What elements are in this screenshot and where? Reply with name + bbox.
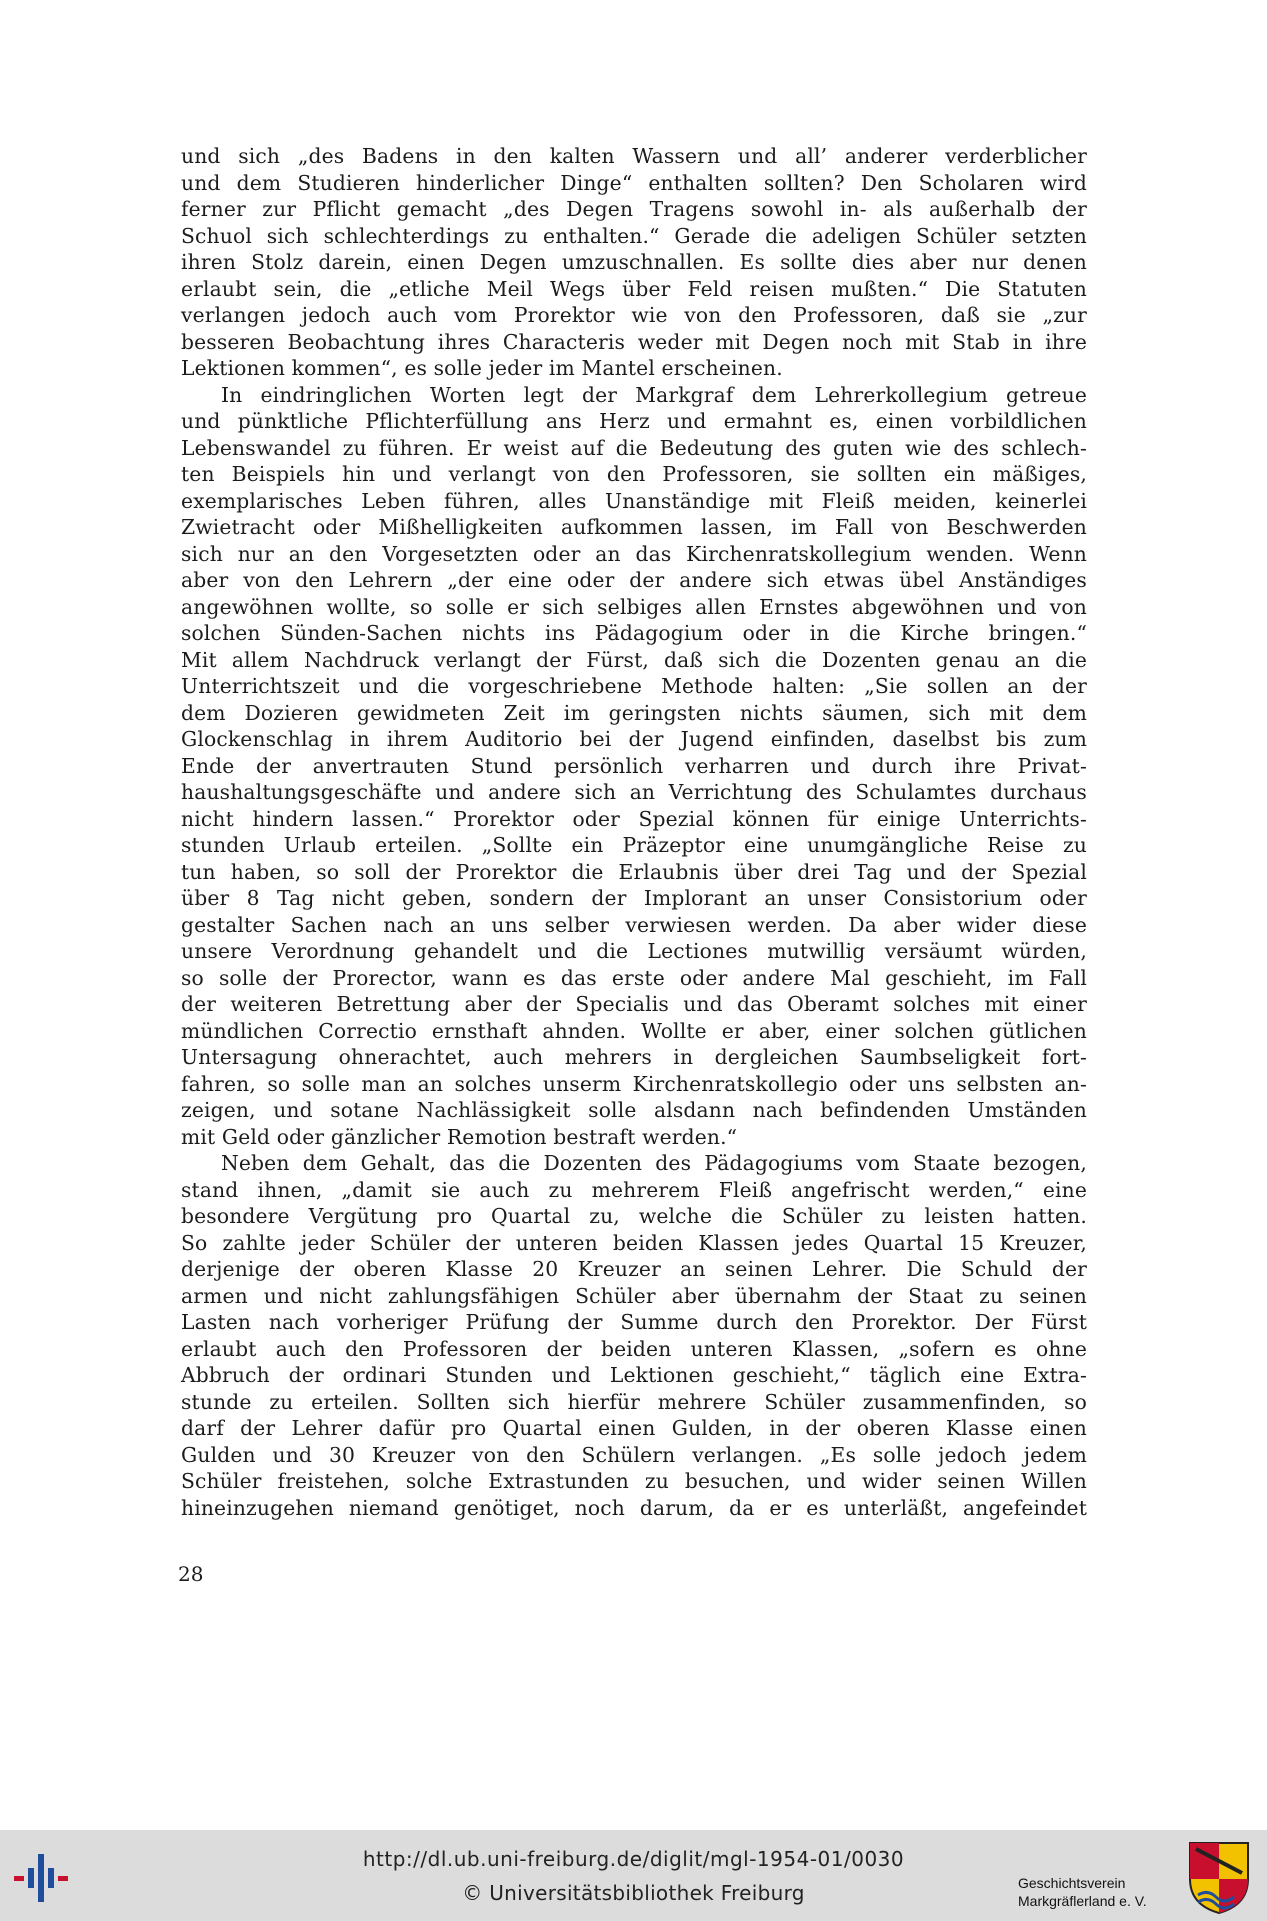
text-line: Zwietracht oder Mißhelligkeiten aufkommen lassen, im Fall von Beschwerden — [181, 515, 1087, 539]
text-line: Ende der anvertrauten Stund persönlich verharren und durch ihre Privat- — [181, 753, 1087, 778]
text-line: Unterrichtszeit und die vorgeschriebene Methode halten: „Sie sollen an der — [181, 674, 1087, 698]
text-line: so solle der Prorector, wann es das erste oder andere Mal geschieht, im Fall — [181, 965, 1087, 990]
society-name — [1018, 1874, 1188, 1910]
text-line: unsere Verordnung gehandelt und die Lectiones mutwillig versäumt würden, — [181, 939, 1087, 963]
text-line: erlaubt sein, die „etliche Meil Wegs über Feld reisen mußten.“ Die Statuten — [181, 276, 1087, 301]
text-line: Lebenswandel zu führen. Er weist auf die Bedeutung des guten wie des schlech- — [181, 435, 1087, 460]
text-line: aber von den Lehrern „der eine oder der andere sich etwas übel Anständiges — [181, 568, 1087, 592]
text-line: hineinzugehen niemand genötiget, noch darum, da er es unterläßt, angefeindet — [181, 1495, 1087, 1520]
text-line: besondere Vergütung pro Quartal zu, welche die Schüler zu leisten hatten. — [181, 1204, 1087, 1228]
text-line: gestalter Sachen nach an uns selber verwiesen werden. Da aber wider diese — [181, 912, 1087, 937]
footer-bar — [0, 1830, 1267, 1921]
text-line: zeigen, und sotane Nachlässigkeit solle alsdann nach befindenden Umständen — [181, 1098, 1087, 1122]
text-line: Glockenschlag in ihrem Auditorio bei der Jugend einfinden, daselbst bis zum — [181, 727, 1087, 751]
text-line: sich nur an den Vorgesetzten oder an das Kirchenratskollegium wenden. Wenn — [181, 541, 1087, 566]
text-line: Abbruch der ordinari Stunden und Lektionen geschieht,“ täglich eine Extra- — [181, 1363, 1087, 1387]
text-line: mit Geld oder gänzlicher Remotion bestraft werden.“ — [181, 1124, 738, 1149]
text-line: In eindringlichen Worten legt der Markgraf dem Lehrerkollegium getreue — [221, 382, 1087, 407]
text-line: der weiteren Betrettung aber der Specialis und das Oberamt solches mit einer — [181, 992, 1087, 1016]
text-line: Untersagung ohnerachtet, auch mehrers in dergleichen Saumbseligkeit fort- — [181, 1045, 1087, 1069]
text-line: und pünktliche Pflichterfüllung ans Herz und ermahnt es, einen vorbildlichen — [181, 409, 1087, 433]
text-line: armen und nicht zahlungsfähigen Schüler aber übernahm der Staat zu seinen — [181, 1283, 1087, 1308]
text-line: Neben dem Gehalt, das die Dozenten des Pädagogiums vom Staate bezogen, — [221, 1151, 1087, 1175]
text-line: haushaltungsgeschäfte und andere sich an Verrichtung des Schulamtes durchaus — [181, 780, 1087, 804]
text-line: derjenige der oberen Klasse 20 Kreuzer an seinen Lehrer. Die Schuld der — [181, 1257, 1087, 1281]
text-line: stunden Urlaub erteilen. „Sollte ein Präzeptor eine unumgängliche Reise zu — [181, 833, 1087, 857]
text-line: tun haben, so soll der Prorektor die Erlaubnis über drei Tag und der Spezial — [181, 859, 1087, 884]
text-line: So zahlte jeder Schüler der unteren beiden Klassen jedes Quartal 15 Kreuzer, — [181, 1230, 1087, 1255]
copyright-notice: © Universitätsbibliothek Freiburg — [462, 1881, 805, 1905]
text-line: darf der Lehrer dafür pro Quartal einen Gulden, in der oberen Klasse einen — [181, 1416, 1087, 1440]
text-line: stand ihnen, „damit sie auch zu mehrerem Fleiß angefrischt werden,“ eine — [181, 1177, 1087, 1202]
page-body — [181, 143, 1087, 1521]
text-line: ihren Stolz darein, einen Degen umzuschnallen. Es sollte dies aber nur denen — [181, 250, 1087, 274]
text-line: über 8 Tag nicht geben, sondern der Implorant an unser Consistorium oder — [181, 886, 1087, 910]
text-line: und dem Studieren hinderlicher Dinge“ enthalten sollten? Den Scholaren wird — [181, 170, 1087, 195]
text-line: mündlichen Correctio ernsthaft ahnden. Wollte er aber, einer solchen gütlichen — [181, 1018, 1087, 1043]
page-number: 28 — [178, 1562, 204, 1586]
text-line: angewöhnen wollte, so solle er sich selbiges allen Ernstes abgewöhnen und von — [181, 594, 1087, 619]
text-line: stunde zu erteilen. Sollten sich hierfür mehrere Schüler zusammenfinden, so — [181, 1389, 1087, 1414]
source-url-link[interactable]: http://dl.ub.uni-freiburg.de/diglit/mgl-1954-01/0030 — [362, 1847, 905, 1871]
text-line: ferner zur Pflicht gemacht „des Degen Tragens sowohl in- als außerhalb der — [181, 197, 1087, 221]
text-line: fahren, so solle man an solches unserm Kirchenratskollegio oder uns selbsten an- — [181, 1071, 1087, 1096]
text-line: Gulden und 30 Kreuzer von den Schülern verlangen. „Es solle jedoch jedem — [181, 1442, 1087, 1467]
text-line: Lektionen kommen“, es solle jeder im Mantel erscheinen. — [181, 356, 783, 380]
text-line: dem Dozieren gewidmeten Zeit im geringsten nichts säumen, sich mit dem — [181, 700, 1087, 725]
text-line: nicht hindern lassen.“ Prorektor oder Spezial können für einige Unterrichts- — [181, 806, 1087, 831]
text-line: besseren Beobachtung ihres Characteris weder mit Degen noch mit Stab in ihre — [181, 329, 1087, 354]
text-line: Schüler freistehen, solche Extrastunden zu besuchen, und wider seinen Willen — [181, 1469, 1087, 1493]
text-line: Lasten nach vorheriger Prüfung der Summe durch den Prorektor. Der Fürst — [181, 1310, 1087, 1334]
text-line: solchen Sünden-Sachen nichts ins Pädagogium oder in die Kirche bringen.“ — [181, 621, 1087, 645]
text-line: exemplarisches Leben führen, alles Unanständige mit Fleiß meiden, keinerlei — [181, 488, 1087, 513]
text-line: Schuol sich schlechterdings zu enthalten.“ Gerade die adeligen Schüler setzten — [181, 223, 1087, 248]
text-line: und sich „des Badens in den kalten Wassern und all’ anderer verderblicher — [181, 144, 1087, 168]
text-line: verlangen jedoch auch vom Prorektor wie von den Professoren, daß sie „zur — [181, 303, 1087, 327]
text-line: Mit allem Nachdruck verlangt der Fürst, daß sich die Dozenten genau an die — [181, 647, 1087, 672]
text-line: erlaubt auch den Professoren der beiden unteren Klassen, „sofern es ohne — [181, 1336, 1087, 1361]
society-name-line1: Geschichtsverein — [1018, 1875, 1126, 1891]
text-line: ten Beispiels hin und verlangt von den Professoren, sie sollten ein mäßiges, — [181, 462, 1087, 486]
coat-of-arms-icon — [1186, 1839, 1252, 1915]
society-name-line2: Markgräflerland e. V. — [1018, 1893, 1147, 1909]
